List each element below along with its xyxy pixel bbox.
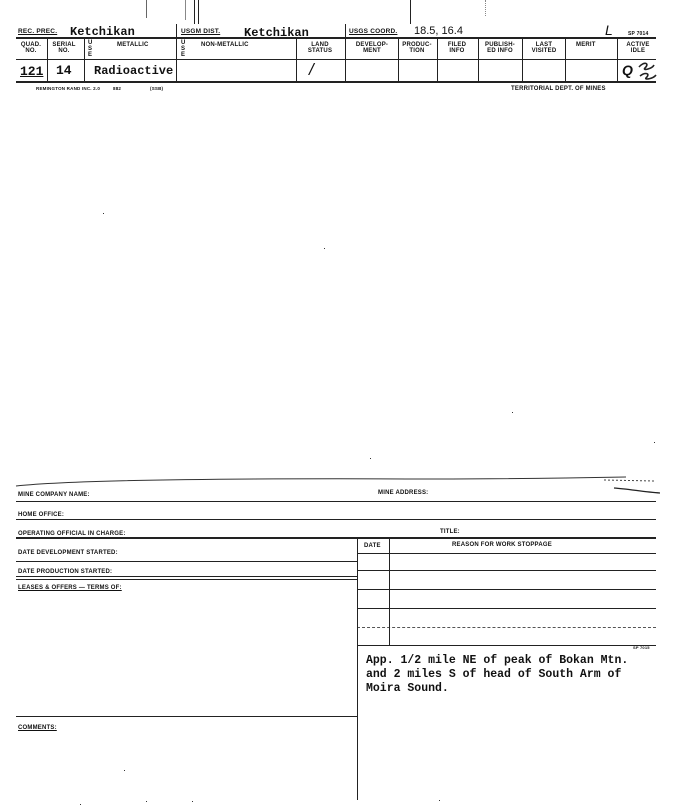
serial-number: 14 xyxy=(56,63,72,78)
col-published-info: PUBLISH-ED INFO xyxy=(485,42,515,54)
bottom-form-number: SP 7015 xyxy=(633,645,650,650)
field-rule xyxy=(16,519,656,520)
rec-prec-label: REC. PREC. xyxy=(18,28,58,35)
col-use-left: U S E xyxy=(88,40,93,58)
col-active-idle: ACTIVE IDLE xyxy=(626,42,650,54)
table-rule xyxy=(357,608,656,609)
field-rule xyxy=(16,561,357,562)
date-production-label: DATE PRODUCTION STARTED: xyxy=(18,569,113,575)
table-rule xyxy=(357,553,656,554)
table-rule xyxy=(357,570,656,571)
col-use-right: U S E xyxy=(181,40,186,58)
usgm-dist-label: USGM DIST. xyxy=(181,28,221,35)
bottom-rule xyxy=(16,81,656,83)
table-rule xyxy=(357,645,656,646)
stub-line xyxy=(194,0,195,24)
operating-official-label: OPERATING OFFICIAL IN CHARGE: xyxy=(18,531,126,537)
usgs-coord-label: USGS COORD. xyxy=(349,28,398,35)
table-divider xyxy=(357,537,358,800)
col-last-visited: LAST VISITED xyxy=(531,42,557,54)
stub-line xyxy=(198,0,199,24)
table-divider xyxy=(389,537,390,645)
col-merit: MERIT xyxy=(576,42,596,48)
col-divider xyxy=(617,37,618,81)
scribble-mark xyxy=(636,59,660,81)
col-development: DEVELOP-MENT xyxy=(355,42,389,54)
col-filed-info: FILED INFO xyxy=(447,42,467,54)
col-divider xyxy=(345,24,346,81)
stub-line xyxy=(185,0,186,20)
col-quad-no: QUAD. NO. xyxy=(20,42,42,54)
header-rule xyxy=(16,37,656,39)
usgs-coord-value: 18.5, 16.4 xyxy=(414,25,463,37)
col-divider xyxy=(47,37,48,81)
field-rule xyxy=(16,501,656,502)
land-status-mark: / xyxy=(309,60,314,79)
col-divider xyxy=(478,37,479,81)
speck xyxy=(370,458,371,459)
footer-code: (SSB) xyxy=(150,86,164,91)
metallic-value: Radioactive xyxy=(94,64,174,78)
home-office-label: HOME OFFICE: xyxy=(18,512,65,518)
row-rule xyxy=(16,59,656,60)
speck xyxy=(324,248,325,249)
table-rule xyxy=(357,589,656,590)
leases-label: LEASES & OFFERS — TERMS OF: xyxy=(18,585,122,591)
title-label: TITLE: xyxy=(440,529,460,535)
col-land-status: LAND STATUS xyxy=(307,42,333,54)
rec-prec-value: Ketchikan xyxy=(70,25,135,39)
mine-address-label: MINE ADDRESS: xyxy=(378,490,429,496)
speck xyxy=(654,442,655,443)
stub-line xyxy=(485,0,486,16)
corner-mark: L xyxy=(605,22,613,38)
field-rule xyxy=(16,576,357,577)
card-top-edge xyxy=(14,474,660,498)
quad-number: 121 xyxy=(20,64,44,79)
comments-label: COMMENTS: xyxy=(18,725,57,731)
field-rule xyxy=(16,716,357,717)
reason-column-header: REASON FOR WORK STOPPAGE xyxy=(452,542,552,548)
date-development-label: DATE DEVELOPMENT STARTED: xyxy=(18,550,118,556)
date-column-header: DATE xyxy=(364,543,381,549)
speck xyxy=(146,801,147,802)
col-divider xyxy=(565,37,566,81)
stub-line xyxy=(146,0,147,18)
col-divider xyxy=(296,37,297,81)
form-number: SP 7014 xyxy=(628,31,649,37)
speck xyxy=(124,770,125,771)
footer-code: 882 xyxy=(113,86,122,91)
col-non-metallic: NON-METALLIC xyxy=(201,42,249,48)
speck xyxy=(103,213,104,214)
location-note: App. 1/2 mile NE of peak of Bokan Mtn. and 2 miles S of head of South Arm of Moira Sound. xyxy=(366,654,629,695)
mine-company-name-label: MINE COMPANY NAME: xyxy=(18,492,90,498)
footer-dept: TERRITORIAL DEPT. OF MINES xyxy=(511,86,606,92)
stub-line xyxy=(410,0,411,24)
field-rule xyxy=(16,579,357,580)
col-serial-no: SERIAL NO. xyxy=(52,42,76,54)
col-divider xyxy=(84,37,85,81)
col-divider xyxy=(437,37,438,81)
col-metallic: METALLIC xyxy=(117,42,149,48)
col-divider xyxy=(398,37,399,81)
footer-printer: REMINGTON RAND INC. 2.0 xyxy=(36,86,101,91)
col-production: PRODUC-TION xyxy=(402,42,432,54)
active-mark: Q xyxy=(622,62,633,78)
speck xyxy=(512,412,513,413)
col-divider xyxy=(522,37,523,81)
col-divider xyxy=(176,24,177,81)
speck xyxy=(192,801,193,802)
speck xyxy=(80,804,81,805)
field-rule xyxy=(16,537,656,539)
usgm-dist-value: Ketchikan xyxy=(244,26,309,40)
table-rule xyxy=(357,627,656,628)
speck xyxy=(439,800,440,801)
